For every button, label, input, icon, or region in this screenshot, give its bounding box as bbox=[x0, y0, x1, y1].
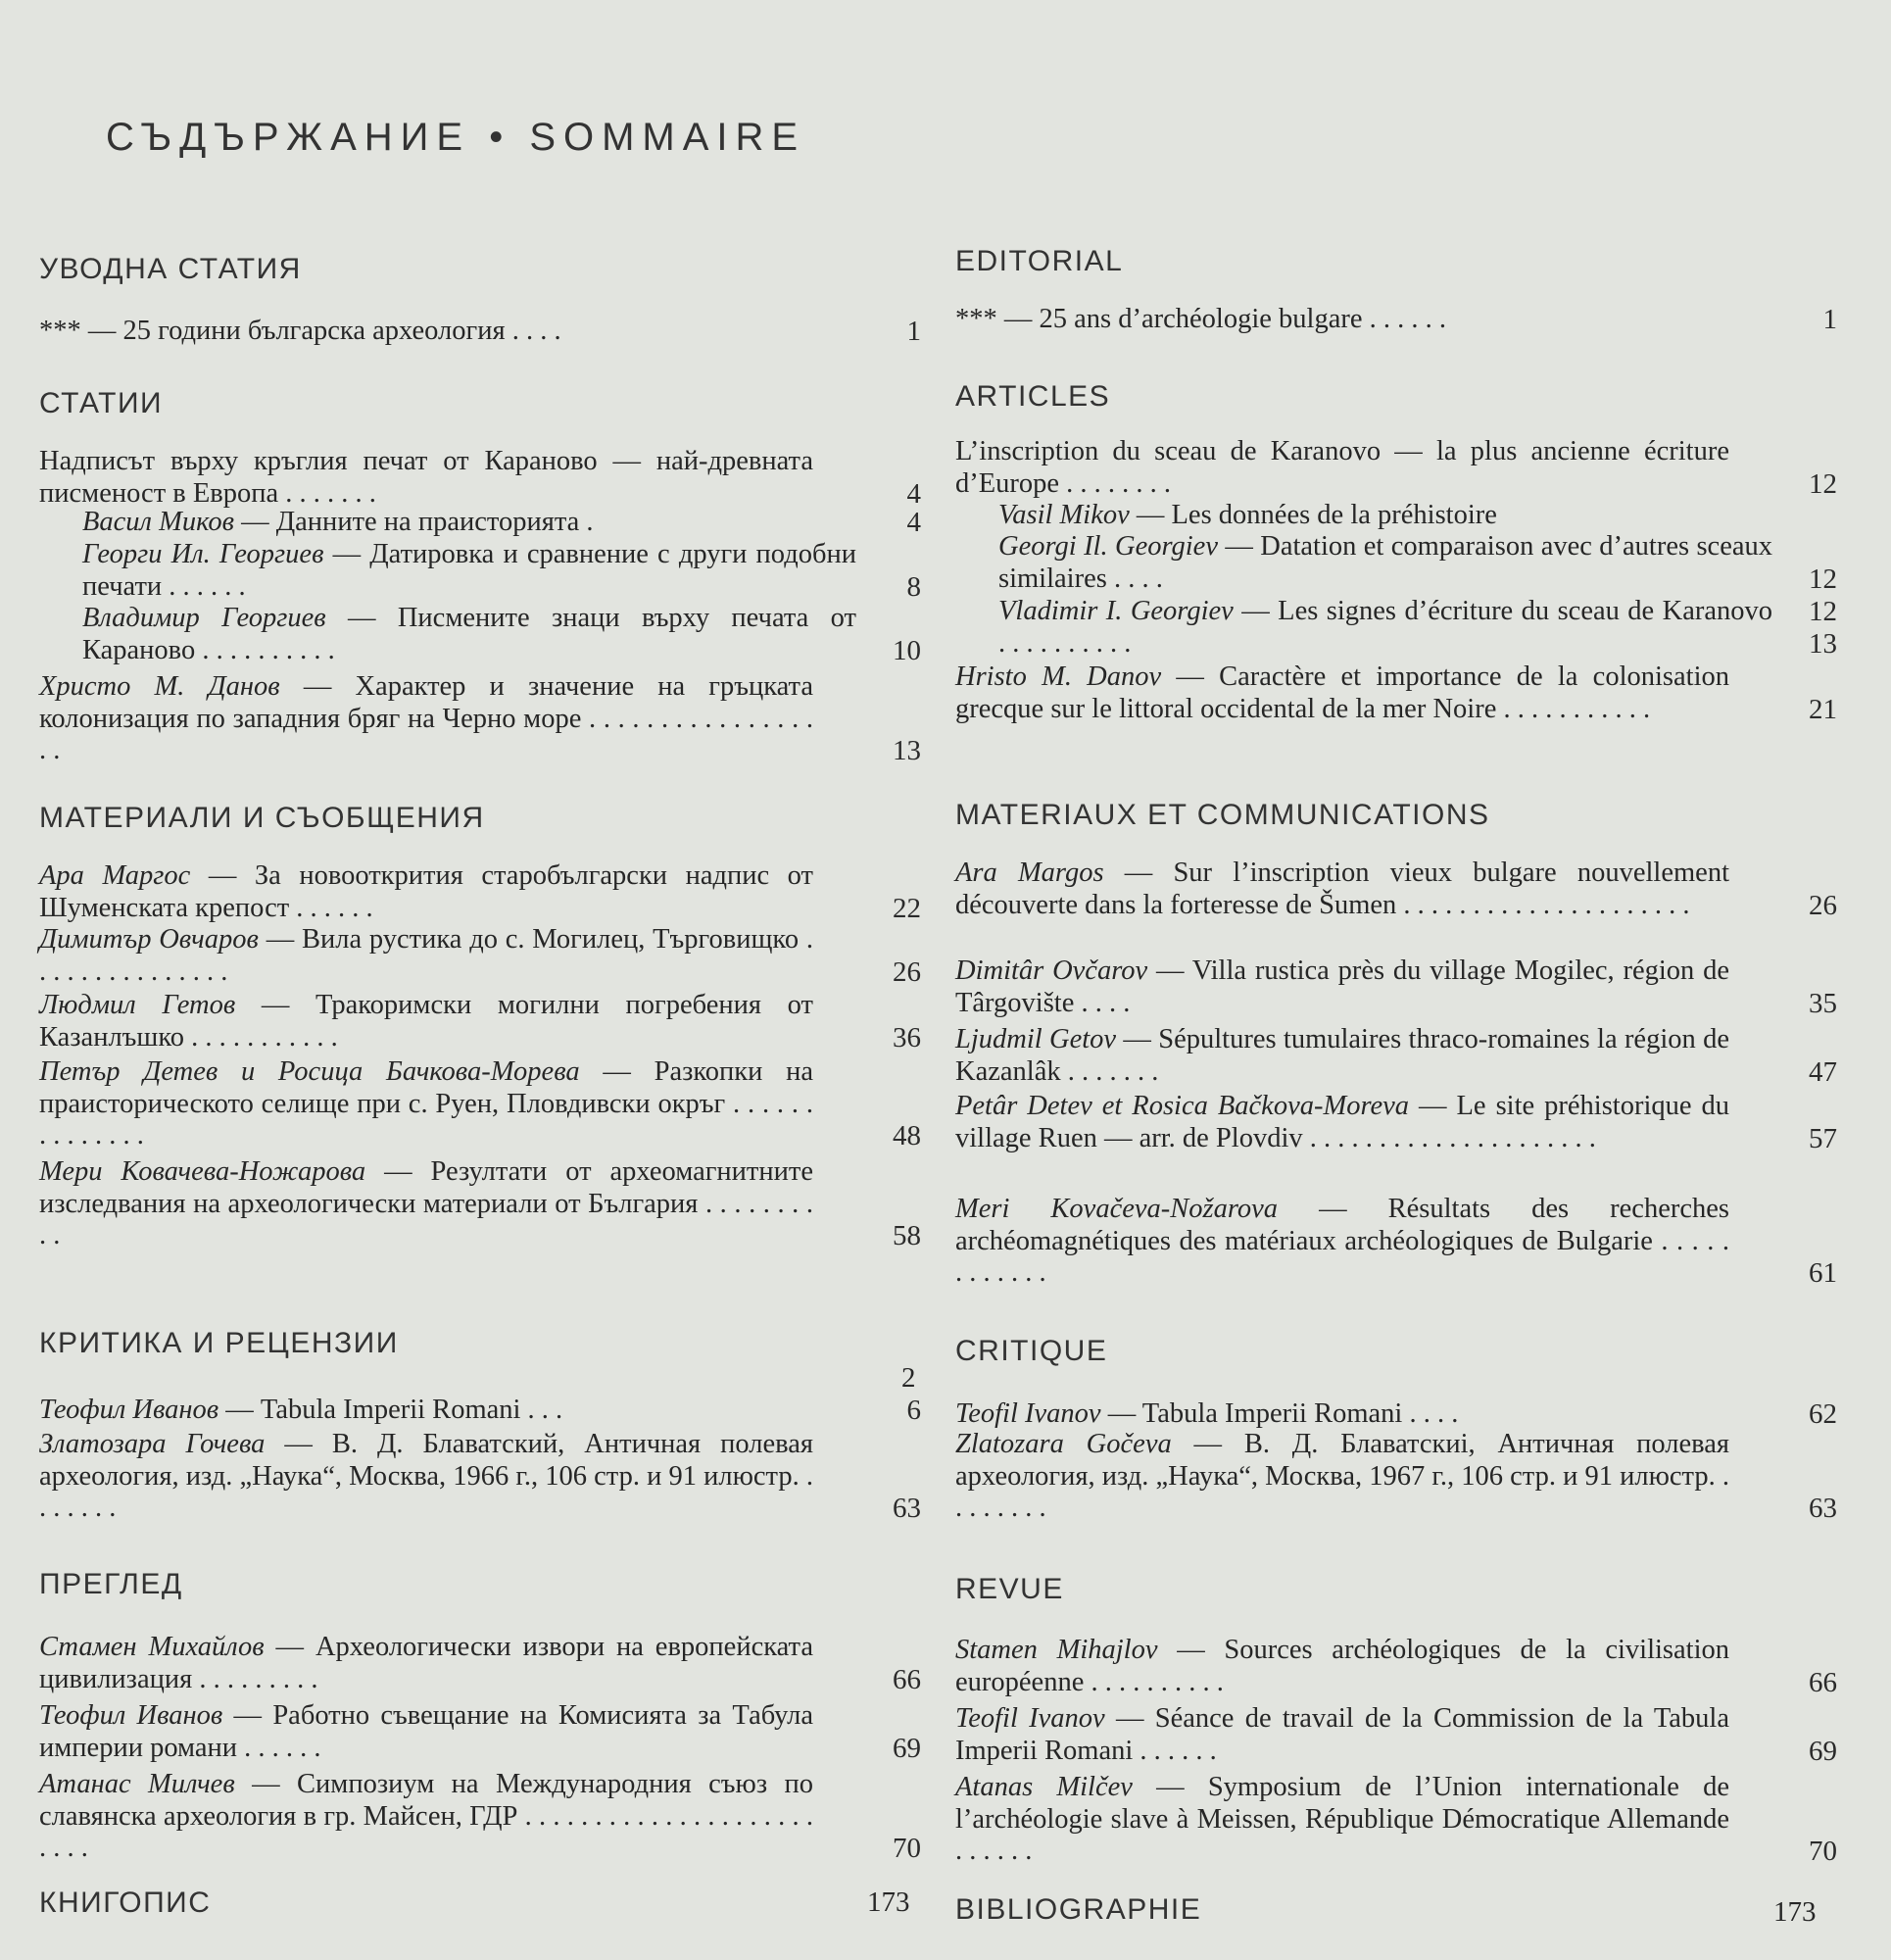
entry-title bbox=[955, 1772, 1729, 1868]
entry-author: Vasil Mikov bbox=[998, 500, 1130, 530]
toc-entry[interactable] bbox=[955, 1635, 1837, 1698]
toc-entry[interactable] bbox=[39, 1700, 921, 1764]
entry-title bbox=[955, 1703, 1729, 1767]
toc-entry[interactable] bbox=[39, 1769, 921, 1865]
page-number: 69 bbox=[893, 1732, 921, 1764]
entry-text: — Симпозиум на Международния съюз по славянска археология в гр. Майсен, ГДР . . . . . . . . . . . . . . . . . . . . . . . . . bbox=[39, 1769, 813, 1863]
page-number: 6 bbox=[906, 1395, 921, 1426]
page-number: 63 bbox=[1809, 1493, 1837, 1524]
toc-entry[interactable] bbox=[955, 436, 1837, 500]
section-heading: ARTICLES bbox=[955, 380, 1111, 413]
entry-author: Meri Kovačeva-Nožarova bbox=[955, 1194, 1279, 1224]
entry-text: Надписът върху кръглия печат от Караново — най-древната писменост в Европа . . . . . . . bbox=[39, 446, 813, 509]
entry-text: — Вила рустика до с. Могилец, Търговищко . . . . . . . . . . . . . . . bbox=[39, 924, 813, 987]
entry-text: — Работно съвещание на Комисията за Табула империи романи . . . . . . bbox=[39, 1700, 813, 1763]
entry-author: Владимир Георгиев bbox=[82, 603, 326, 633]
page-number: 66 bbox=[1809, 1666, 1837, 1698]
page-number: 36 bbox=[893, 1021, 921, 1054]
section-heading: EDITORIAL bbox=[955, 245, 1124, 277]
entry-author: Vladimir I. Georgiev bbox=[998, 596, 1234, 626]
entry-title bbox=[39, 446, 813, 510]
toc-entry[interactable] bbox=[39, 539, 921, 603]
entry-title bbox=[39, 1429, 813, 1525]
entry-author: Георги Ил. Георгиев bbox=[82, 539, 324, 569]
entry-text: — Résultats des recherches archéomagnétiques des matériaux archéologiques de Bulgarie . . . . . . . . . . . . bbox=[955, 1194, 1729, 1288]
entry-title bbox=[39, 603, 856, 666]
entry-title bbox=[39, 1056, 813, 1152]
entry-title bbox=[955, 500, 1772, 532]
toc-entry[interactable] bbox=[39, 1429, 921, 1525]
page-number: 70 bbox=[1809, 1836, 1837, 1867]
toc-entry[interactable] bbox=[955, 858, 1837, 921]
section-heading: CRITIQUE bbox=[955, 1335, 1108, 1367]
toc-entry[interactable] bbox=[39, 860, 921, 924]
page-number: 21 bbox=[1809, 693, 1837, 725]
page-number: 13 bbox=[893, 735, 921, 766]
entry-author: Атанас Милчев bbox=[39, 1769, 235, 1799]
entry-author: Dimitâr Ovčarov bbox=[955, 956, 1148, 986]
page-number: 69 bbox=[1809, 1735, 1837, 1767]
entry-title bbox=[955, 1398, 1729, 1431]
entry-title bbox=[39, 1395, 813, 1427]
entry-title bbox=[955, 304, 1729, 336]
toc-entry[interactable] bbox=[955, 662, 1837, 725]
page-number: 1 bbox=[906, 316, 921, 347]
page-number: 173 bbox=[1773, 1896, 1817, 1928]
section-heading: СТАТИИ bbox=[39, 387, 164, 419]
page-title: СЪДЪРЖАНИЕ • SOMMAIRE bbox=[106, 116, 806, 159]
entry-title bbox=[955, 1091, 1729, 1154]
entry-text: — Резултати от археомагнитните изследвания на археологически материали от България . . . . . . . . . . bbox=[39, 1156, 813, 1250]
section-heading: МАТЕРИАЛИ И СЪОБЩЕНИЯ bbox=[39, 802, 485, 834]
page-number: 12 bbox=[1809, 467, 1837, 500]
toc-entry[interactable] bbox=[39, 603, 921, 666]
entry-author: Васил Миков bbox=[82, 507, 234, 537]
entry-author: Ljudmil Getov bbox=[955, 1024, 1117, 1054]
entry-author: Hristo M. Danov bbox=[955, 662, 1162, 692]
toc-entry[interactable] bbox=[955, 1194, 1837, 1290]
toc-entry[interactable] bbox=[955, 1703, 1837, 1767]
page-number: 12 13 bbox=[1809, 596, 1837, 660]
toc-entry[interactable] bbox=[955, 1024, 1837, 1088]
entry-title bbox=[39, 507, 856, 539]
entry-author: Stamen Mihajlov bbox=[955, 1635, 1158, 1665]
entry-author: Христо М. Данов bbox=[39, 671, 280, 702]
entry-author: Теофил Иванов bbox=[39, 1700, 223, 1731]
entry-author: Zlatozara Gočeva bbox=[955, 1429, 1172, 1459]
page-number: 48 bbox=[893, 1120, 921, 1152]
page-number: 61 bbox=[1809, 1257, 1837, 1289]
entry-author: Стамен Михайлов bbox=[39, 1632, 265, 1662]
entry-title bbox=[955, 858, 1729, 921]
toc-entry[interactable] bbox=[39, 1056, 921, 1152]
entry-text: — Symposium de l’Union internationale de l’archéologie slave à Meissen, République Démocratique Allemande . . . . . . bbox=[955, 1772, 1729, 1866]
entry-text: — Tabula Imperii Romani . . . . bbox=[1100, 1398, 1459, 1429]
toc-entry[interactable] bbox=[955, 1398, 1837, 1431]
entry-text: — Характер и значение на гръцката колонизация по западния бряг на Черно море . . . . . . . . . . . . . . . . . . bbox=[39, 671, 813, 765]
entry-title bbox=[955, 1429, 1729, 1525]
entry-text: — За новооткрития старобългарски надпис от Шуменската крепост . . . . . . bbox=[39, 860, 813, 923]
page-number: 70 bbox=[893, 1833, 921, 1864]
entry-text: — В. Д. Блаватский, Античная полевая археология, изд. „Наука“, Москва, 1966 г., 106 стр. и 91 илюстр. . . . . . . . bbox=[39, 1429, 813, 1523]
section-heading: ПРЕГЛЕД bbox=[39, 1568, 183, 1600]
page-number: 62 bbox=[1809, 1398, 1837, 1430]
page-number: 35 bbox=[1809, 987, 1837, 1019]
toc-entry[interactable] bbox=[39, 446, 921, 510]
toc-entry[interactable] bbox=[955, 500, 1837, 532]
toc-entry[interactable] bbox=[39, 316, 921, 348]
toc-entry[interactable] bbox=[39, 1156, 921, 1252]
page-number: 10 bbox=[893, 634, 921, 666]
entry-author: Златозара Гочева bbox=[39, 1429, 266, 1459]
toc-entry[interactable] bbox=[955, 956, 1837, 1019]
entry-text: — Данните на праисторията . bbox=[233, 507, 594, 537]
entry-text: *** — 25 години българска археология . . . . bbox=[39, 316, 561, 346]
entry-author: Ara Margos bbox=[955, 858, 1104, 888]
toc-entry[interactable] bbox=[955, 1772, 1837, 1868]
toc-entry[interactable] bbox=[955, 596, 1837, 660]
entry-author: Людмил Гетов bbox=[39, 990, 236, 1020]
entry-title bbox=[39, 1632, 813, 1695]
entry-text: — Разкопки на праисторическото селище при с. Руен, Пловдивски окръг . . . . . . . . . . . . . . bbox=[39, 1056, 813, 1151]
entry-title bbox=[39, 1156, 813, 1252]
page-number: 22 bbox=[893, 892, 921, 924]
page-number: 58 bbox=[893, 1220, 921, 1251]
entry-author: Ара Маргос bbox=[39, 860, 191, 891]
entry-text: — Датировка и сравнение с други подобни печати . . . . . . bbox=[82, 539, 856, 602]
entry-text: *** — 25 ans d’archéologie bulgare . . . . . . bbox=[955, 304, 1446, 334]
entry-author: Димитър Овчаров bbox=[39, 924, 259, 955]
page-number: 8 bbox=[906, 570, 921, 603]
entry-title bbox=[39, 860, 813, 924]
entry-title bbox=[39, 1769, 813, 1865]
toc-entry[interactable] bbox=[39, 990, 921, 1054]
page-number: 26 bbox=[1809, 889, 1837, 921]
entry-title bbox=[955, 1194, 1729, 1290]
page-number: 173 bbox=[867, 1886, 910, 1918]
section-heading: КНИГОПИС bbox=[39, 1886, 212, 1919]
section-heading: УВОДНА СТАТИЯ bbox=[39, 253, 302, 285]
section-heading: КРИТИКА И РЕЦЕНЗИИ bbox=[39, 1327, 399, 1359]
entry-author: Мери Ковачева-Ножарова bbox=[39, 1156, 366, 1187]
page-number: 63 bbox=[893, 1493, 921, 1524]
entry-text: — Sur l’inscription vieux bulgare nouvellement découverte dans la forteresse de Šumen . . . . . . . . . . . . . . . . . . . . . bbox=[955, 858, 1729, 920]
entry-author: Теофил Иванов bbox=[39, 1395, 219, 1425]
entry-author: Teofil Ivanov bbox=[955, 1398, 1101, 1429]
page-number: 57 bbox=[1809, 1122, 1837, 1154]
toc-entry[interactable] bbox=[955, 531, 1837, 595]
toc-entry[interactable] bbox=[39, 671, 921, 767]
entry-text: — Тракоримски могилни погребения от Казанлъшко . . . . . . . . . . . bbox=[39, 990, 813, 1053]
page-number: 1 bbox=[1822, 304, 1837, 335]
entry-title bbox=[39, 990, 813, 1054]
entry-author: Georgi Il. Georgiev bbox=[998, 531, 1218, 562]
entry-text: — Sépultures tumulaires thraco-romaines la région de Kazanlâk . . . . . . . bbox=[955, 1024, 1729, 1087]
entry-author: Teofil Ivanov bbox=[955, 1703, 1105, 1734]
entry-text: — Datation et comparaison avec d’autres sceaux similaires . . . . bbox=[998, 531, 1772, 594]
entry-title bbox=[955, 436, 1729, 500]
entry-title bbox=[955, 662, 1729, 725]
entry-text: — Les données de la préhistoire bbox=[1129, 500, 1497, 530]
toc-entry[interactable] bbox=[39, 1395, 921, 1427]
page-number: 2 bbox=[901, 1362, 916, 1394]
page-number: 66 bbox=[893, 1663, 921, 1695]
entry-author: Atanas Milčev bbox=[955, 1772, 1133, 1802]
entry-title bbox=[39, 316, 813, 348]
entry-title bbox=[955, 1635, 1729, 1698]
entry-text: — Sources archéologiques de la civilisation européenne . . . . . . . . . . bbox=[955, 1635, 1730, 1697]
entry-author: Петър Детев и Росица Бачкова-Морева bbox=[39, 1056, 580, 1087]
entry-text: — Les signes d’écriture du sceau de Karanovo . . . . . . . . . . bbox=[998, 596, 1773, 659]
entry-text: — Caractère et importance de la colonisation grecque sur le littoral occidental de la mer Noire . . . . . . . . . . . bbox=[955, 662, 1730, 724]
entry-author: Petâr Detev et Rosica Bačkova-Moreva bbox=[955, 1091, 1410, 1121]
toc-entry[interactable] bbox=[39, 1632, 921, 1695]
entry-text: — Археологически извори на европейската цивилизация . . . . . . . . . bbox=[39, 1632, 813, 1694]
entry-title bbox=[955, 531, 1772, 595]
entry-text: — Le site préhistorique du village Ruen — arr. de Plovdiv . . . . . . . . . . . . . . . . . . . . . bbox=[955, 1091, 1730, 1153]
page-number: 4 bbox=[906, 507, 921, 538]
entry-text: — Tabula Imperii Romani . . . bbox=[218, 1395, 563, 1425]
toc-entry[interactable] bbox=[955, 1429, 1837, 1525]
entry-title bbox=[955, 596, 1772, 660]
entry-text: — Писмените знаци върху печата от Караново . . . . . . . . . . bbox=[82, 603, 856, 665]
section-heading: MATERIAUX ET COMMUNICATIONS bbox=[955, 799, 1490, 831]
entry-text: — В. Д. Блаватскиi, Античная полевая археология, изд. „Наука“, Москва, 1967 г., 106 стр. и 91 илюстр. . . . . . . . . bbox=[955, 1429, 1729, 1523]
page-number: 4 bbox=[906, 477, 921, 510]
section-heading: BIBLIOGRAPHIE bbox=[955, 1893, 1202, 1926]
entry-title bbox=[955, 1024, 1729, 1088]
page-number: 47 bbox=[1809, 1055, 1837, 1088]
toc-entry[interactable] bbox=[39, 924, 921, 988]
toc-entry[interactable] bbox=[955, 304, 1837, 336]
entry-text: — Villa rustica près du village Mogilec, région de Târgovište . . . . bbox=[955, 956, 1729, 1018]
toc-entry[interactable] bbox=[955, 1091, 1837, 1154]
entry-title bbox=[39, 1700, 813, 1764]
entry-title bbox=[39, 671, 813, 767]
entry-title bbox=[955, 956, 1729, 1019]
entry-text: L’inscription du sceau de Karanovo — la plus ancienne écriture d’Europe . . . . . . . . bbox=[955, 436, 1729, 499]
entry-title bbox=[39, 924, 813, 988]
page-number: 12 bbox=[1809, 563, 1837, 595]
entry-text: — Séance de travail de la Commission de la Tabula Imperii Romani . . . . . . bbox=[955, 1703, 1729, 1766]
section-heading: REVUE bbox=[955, 1573, 1064, 1605]
entry-title bbox=[39, 539, 856, 603]
page-number: 26 bbox=[893, 956, 921, 988]
toc-entry[interactable] bbox=[39, 507, 921, 539]
